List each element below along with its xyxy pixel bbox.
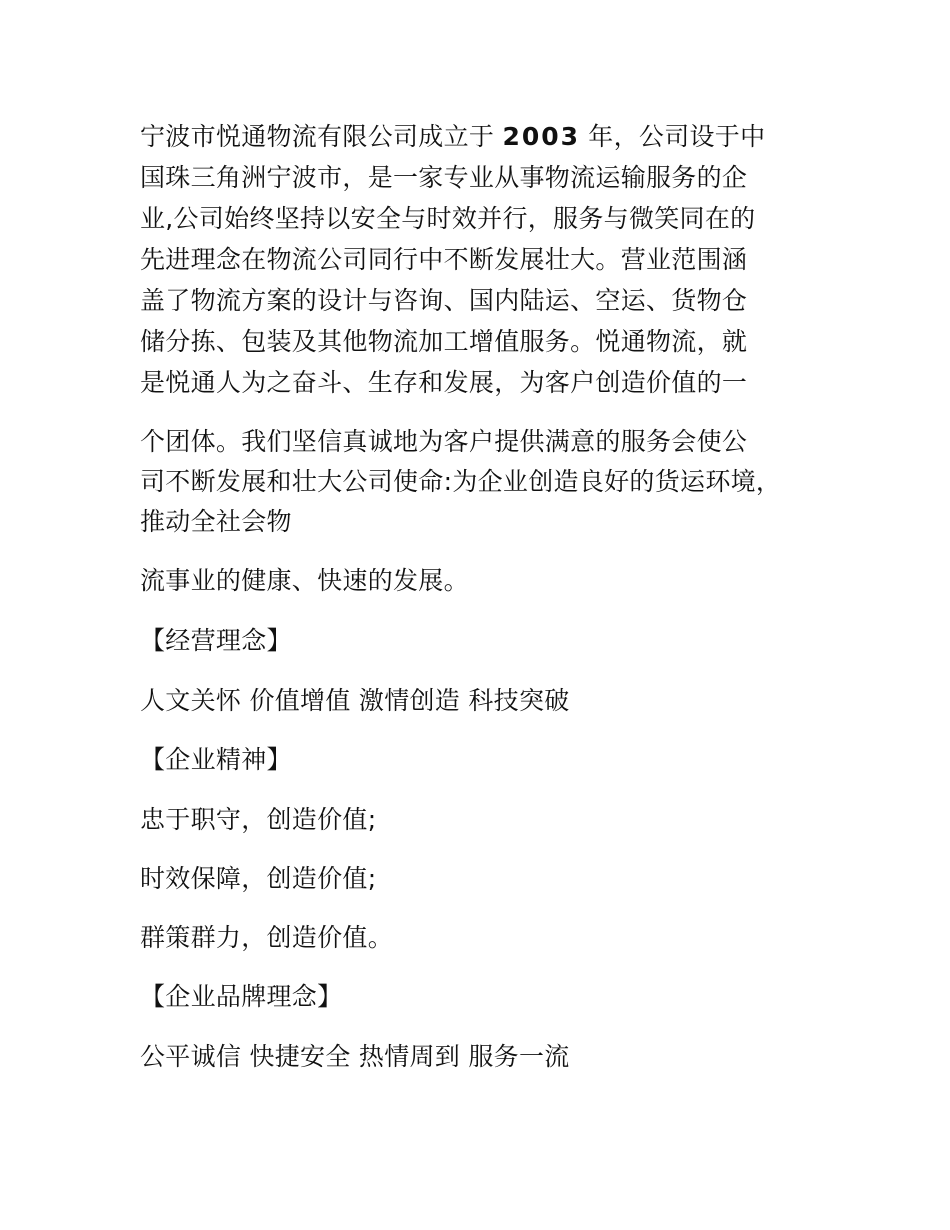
spirit-item-3: 群策群力，创造价值。	[140, 923, 394, 952]
intro-line-6: 储分拣、包装及其他物流加工增值服务。悦通物流，就	[140, 327, 748, 356]
philosophy-text: 人文关怀 价值增值 激情创造 科技突破	[140, 686, 570, 715]
intro-line-7: 是悦通人为之奋斗、生存和发展，为客户创造价值的一	[140, 368, 748, 397]
intro-line-9: 司不断发展和壮大公司使命:为企业创造良好的货运环境，	[140, 467, 782, 496]
intro-line-8: 个团体。我们坚信真诚地为客户提供满意的服务会使公	[140, 427, 748, 456]
section-heading-philosophy: 【经营理念】	[140, 626, 292, 655]
intro-text: 宁波市悦通物流有限公司成立于	[140, 122, 503, 151]
intro-line-10: 推动全社会物	[140, 507, 292, 536]
intro-line-5: 盖了物流方案的设计与咨询、国内陆运、空运、货物仓	[140, 286, 748, 315]
intro-line-4: 先进理念在物流公司同行中不断发展壮大。营业范围涵	[140, 245, 748, 274]
spirit-item-2: 时效保障，创造价值;	[140, 864, 377, 893]
intro-line-11: 流事业的健康、快速的发展。	[140, 566, 469, 595]
spirit-item-1: 忠于职守，创造价值;	[140, 805, 377, 834]
intro-line-1	[140, 122, 765, 152]
intro-line-2: 国珠三角洲宁波市，是一家专业从事物流运输服务的企	[140, 163, 748, 192]
section-heading-brand: 【企业品牌理念】	[140, 982, 343, 1011]
intro-line-3: 业,公司始终坚持以安全与时效并行，服务与微笑同在的	[140, 204, 756, 233]
founding-year: 2003	[502, 122, 581, 151]
brand-text: 公平诚信 快捷安全 热情周到 服务一流	[140, 1042, 570, 1071]
section-heading-spirit: 【企业精神】	[140, 745, 292, 774]
intro-text: 年，公司设于中	[580, 122, 766, 151]
